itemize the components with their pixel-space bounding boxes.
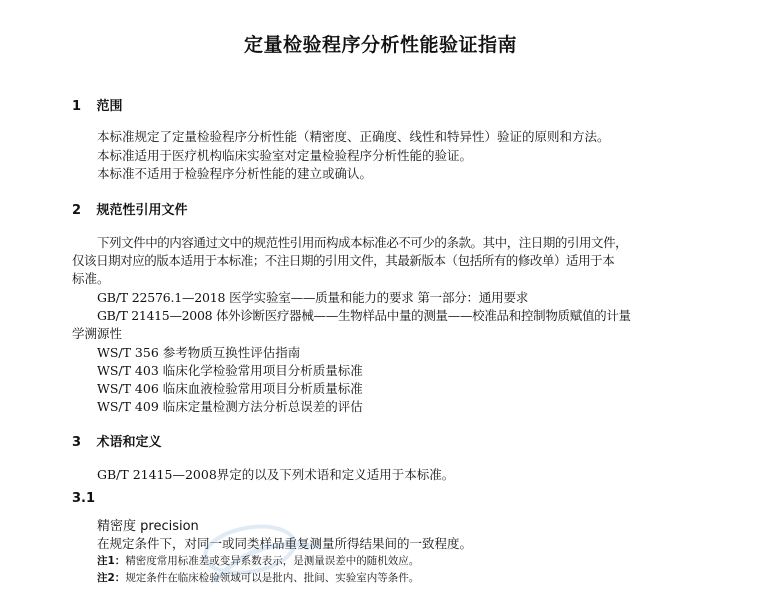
reference-item: WS/T 403 临床化学检验常用项目分析质量标准 bbox=[97, 363, 363, 378]
note-item bbox=[97, 553, 419, 568]
section-1-heading bbox=[72, 95, 123, 114]
paragraph-line: 本标准适用于医疗机构临床实验室对定量检验程序分析性能的验证。 bbox=[97, 148, 473, 163]
note-text: 精密度常用标准差或变异系数表示，是测量误差中的随机效应。 bbox=[125, 555, 420, 567]
note-label: 注1： bbox=[97, 555, 126, 567]
section-title: 术语和定义 bbox=[96, 435, 162, 450]
reference-item: WS/T 356 参考物质互换性评估指南 bbox=[97, 345, 301, 360]
section-number: 3 bbox=[72, 435, 82, 450]
reference-item: GB/T 21415—2008 体外诊断医疗器械——生物样品中量的测量——校准品和控制物质赋值的计量 bbox=[97, 308, 631, 323]
term-definition: 在规定条件下，对同一或同类样品重复测量所得结果间的一致程度。 bbox=[97, 536, 473, 551]
paragraph-line: 本标准不适用于检验程序分析性能的建立或确认。 bbox=[97, 166, 373, 181]
reference-item: WS/T 406 临床血液检验常用项目分析质量标准 bbox=[97, 381, 363, 396]
reference-item-continued: 学溯源性 bbox=[72, 326, 123, 341]
section-number: 2 bbox=[72, 203, 82, 218]
note-item bbox=[97, 570, 419, 585]
paragraph-line: 标准。 bbox=[72, 271, 110, 286]
section-number: 1 bbox=[72, 99, 82, 114]
paragraph-line: GB/T 21415—2008界定的以及下列术语和定义适用于本标准。 bbox=[97, 467, 455, 482]
section-title: 范围 bbox=[96, 99, 123, 114]
paragraph-line: 本标准规定了定量检验程序分析性能（精密度、正确度、线性和特异性）验证的原则和方法。 bbox=[97, 129, 610, 144]
paragraph-line: 仅该日期对应的版本适用于本标准；不注日期的引用文件，其最新版本（包括所有的修改单）适用于本 bbox=[72, 253, 615, 268]
section-3-heading bbox=[72, 431, 162, 450]
document-title: 定量检验程序分析性能验证指南 bbox=[243, 34, 517, 56]
note-text: 规定条件在临床检验领域可以是批内、批间、实验室内等条件。 bbox=[125, 572, 420, 584]
term-heading: 精密度 precision bbox=[97, 519, 199, 534]
section-2-heading bbox=[72, 199, 188, 218]
reference-item: GB/T 22576.1—2018 医学实验室——质量和能力的要求 第一部分：通用要求 bbox=[97, 290, 529, 305]
note-label: 注2： bbox=[97, 572, 126, 584]
section-title: 规范性引用文件 bbox=[96, 203, 188, 218]
paragraph-line: 下列文件中的内容通过文中的规范性引用而构成本标准必不可少的条款。其中，注日期的引用文件， bbox=[97, 235, 628, 250]
reference-item: WS/T 409 临床定量检测方法分析总误差的评估 bbox=[97, 399, 363, 414]
subsection-number: 3.1 bbox=[72, 491, 96, 506]
